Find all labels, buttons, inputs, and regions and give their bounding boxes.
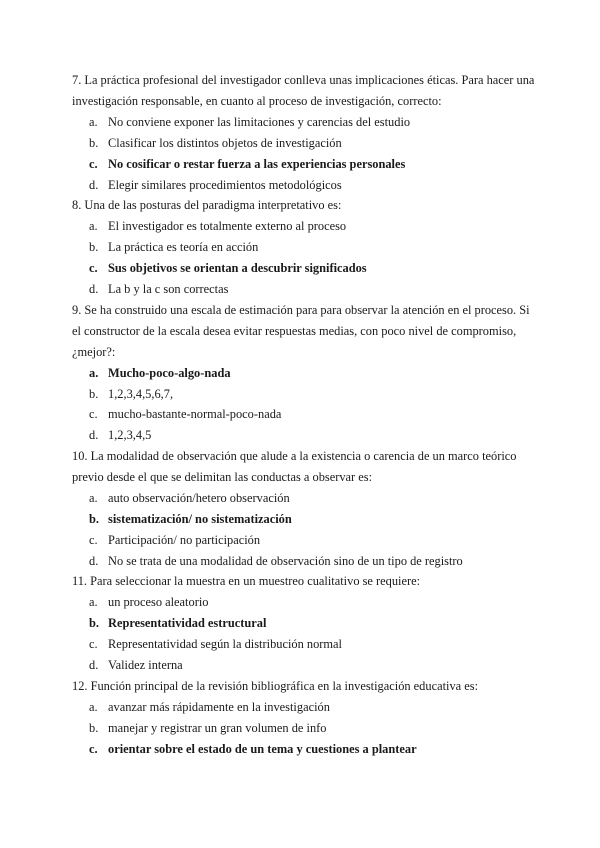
q9-option-b — [89, 386, 173, 402]
option-letter: d. — [89, 178, 99, 192]
q12-option-a — [89, 699, 330, 715]
option-letter: b. — [89, 240, 99, 254]
option-letter: d. — [89, 428, 99, 442]
option-text: auto observación/hetero observación — [108, 491, 290, 505]
question-9-line-2: el constructor de la escala desea evitar respuestas medias, con poco nivel de compromiso, — [72, 324, 517, 338]
option-text: avanzar más rápidamente en la investigación — [108, 700, 330, 714]
option-letter: a. — [89, 115, 98, 129]
question-8-line-1: 8. Una de las posturas del paradigma interpretativo es: — [72, 198, 342, 212]
option-text: Sus objetivos se orientan a descubrir significados — [108, 261, 367, 275]
q9-option-d — [89, 427, 151, 443]
option-text: No se trata de una modalidad de observación sino de un tipo de registro — [108, 554, 463, 568]
option-text: 1,2,3,4,5 — [108, 428, 152, 442]
option-letter: a. — [89, 219, 98, 233]
question-7-line-1: 7. La práctica profesional del investigador conlleva unas implicaciones éticas. Para hacer una — [72, 73, 535, 87]
q10-option-d — [89, 553, 463, 569]
option-text: Participación/ no participación — [108, 533, 261, 547]
option-letter: d. — [89, 554, 99, 568]
option-text: 1,2,3,4,5,6,7, — [108, 387, 174, 401]
option-letter: a. — [89, 595, 98, 609]
q12-option-c-answer — [89, 741, 417, 757]
option-letter: c. — [89, 157, 98, 171]
option-letter: d. — [89, 658, 99, 672]
option-letter: c. — [89, 533, 98, 547]
option-letter: a. — [89, 700, 98, 714]
q11-option-a — [89, 594, 208, 610]
q8-option-a — [89, 218, 346, 234]
q8-option-b — [89, 239, 258, 255]
option-letter: b. — [89, 387, 99, 401]
option-text: No conviene exponer las limitaciones y carencias del estudio — [108, 115, 411, 129]
option-text: Representatividad según la distribución normal — [108, 637, 342, 651]
q11-option-b-answer — [89, 615, 266, 631]
option-text: El investigador es totalmente externo al proceso — [108, 219, 347, 233]
option-letter: c. — [89, 742, 98, 756]
option-letter: c. — [89, 637, 98, 651]
option-text: un proceso aleatorio — [108, 595, 209, 609]
option-text: Mucho-poco-algo-nada — [108, 366, 231, 380]
question-9-line-3: ¿mejor?: — [72, 345, 116, 359]
option-text: Elegir similares procedimientos metodológicos — [108, 178, 342, 192]
option-letter: b. — [89, 616, 99, 630]
q10-option-b-answer — [89, 511, 292, 527]
option-text: Validez interna — [108, 658, 183, 672]
q10-option-c — [89, 532, 260, 548]
option-text: No cosificar o restar fuerza a las experiencias personales — [108, 157, 406, 171]
question-11-line-1: 11. Para seleccionar la muestra en un muestreo cualitativo se requiere: — [72, 574, 421, 588]
question-10-line-2: previo desde el que se delimitan las conductas a observar es: — [72, 470, 373, 484]
option-text: manejar y registrar un gran volumen de info — [108, 721, 327, 735]
q7-option-c-answer — [89, 156, 405, 172]
q7-option-b — [89, 135, 342, 151]
q9-option-a-answer — [89, 365, 231, 381]
option-letter: b. — [89, 512, 99, 526]
q10-option-a — [89, 490, 290, 506]
q11-option-d — [89, 657, 183, 673]
option-text: orientar sobre el estado de un tema y cuestiones a plantear — [108, 742, 417, 756]
question-12-line-1: 12. Función principal de la revisión bibliográfica en la investigación educativa es: — [72, 679, 479, 693]
q8-option-c-answer — [89, 260, 367, 276]
option-letter: b. — [89, 721, 99, 735]
option-letter: a. — [89, 491, 98, 505]
q7-option-a — [89, 114, 410, 130]
q9-option-c — [89, 406, 281, 422]
option-letter: c. — [89, 261, 98, 275]
q7-option-d — [89, 177, 342, 193]
option-text: sistematización/ no sistematización — [108, 512, 292, 526]
q12-option-b — [89, 720, 326, 736]
question-7-line-2: investigación responsable, en cuanto al proceso de investigación, correcto: — [72, 94, 442, 108]
q11-option-c — [89, 636, 342, 652]
option-text: Representatividad estructural — [108, 616, 267, 630]
option-letter: d. — [89, 282, 99, 296]
option-letter: a. — [89, 366, 99, 380]
option-letter: c. — [89, 407, 98, 421]
question-10-line-1: 10. La modalidad de observación que alude a la existencia o carencia de un marco teórico — [72, 449, 517, 463]
option-text: Clasificar los distintos objetos de investigación — [108, 136, 342, 150]
option-text: mucho-bastante-normal-poco-nada — [108, 407, 282, 421]
question-9-line-1: 9. Se ha construido una escala de estimación para para observar la atención en el proceso. Si — [72, 303, 530, 317]
option-text: La b y la c son correctas — [108, 282, 229, 296]
option-letter: b. — [89, 136, 99, 150]
option-text: La práctica es teoría en acción — [108, 240, 259, 254]
q8-option-d — [89, 281, 228, 297]
